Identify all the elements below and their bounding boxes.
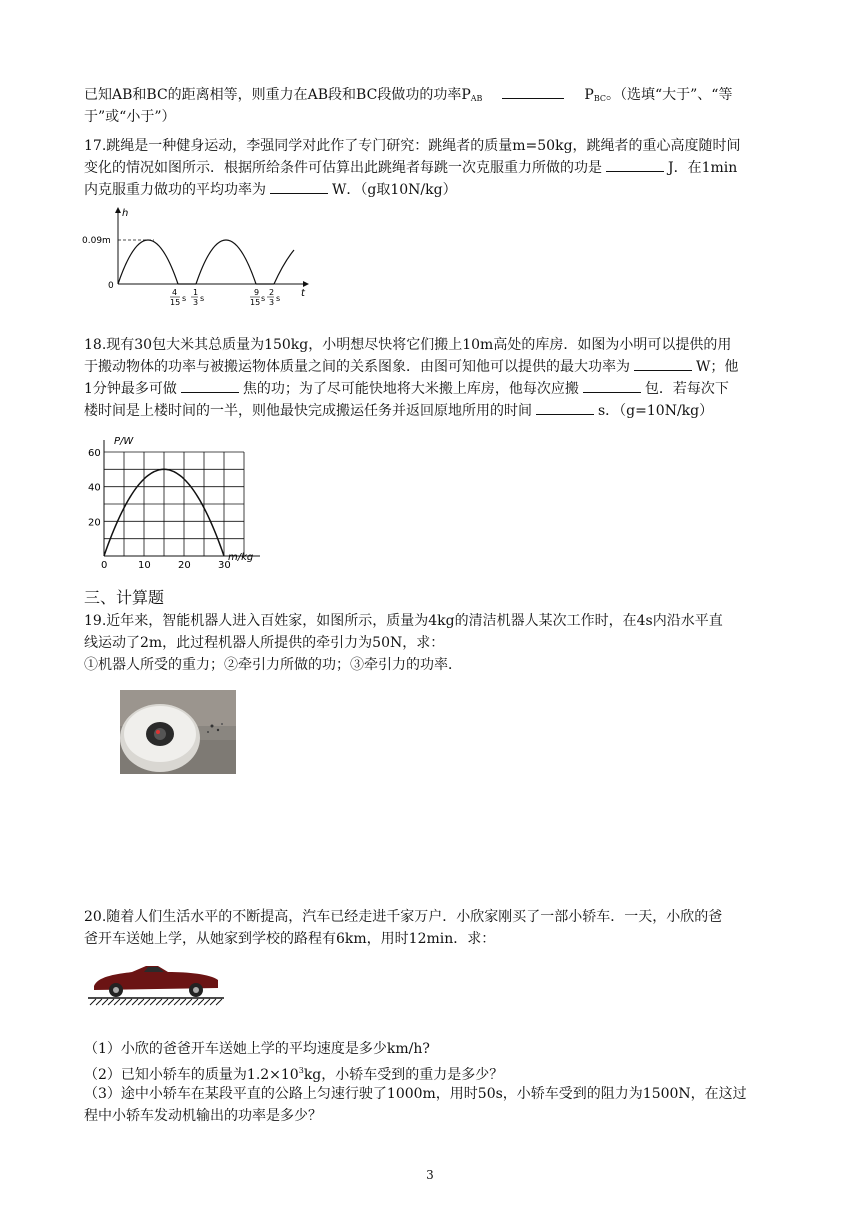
q20-line-2: 爸开车送她上学，从她家到学校的路程有6km，用时12min．求： [84,931,496,947]
q17-line-1: 17.跳绳是一种健身运动，李强同学对此作了专门研究：跳绳者的质量m=50kg，跳绳者的重心高度随时间 [84,138,741,154]
q18-line-2: 于搬动物体的功率与被搬运物体质量之间的关系图象．由图可知他可以提供的最大功率为 W；他 [84,359,739,375]
answer-blank[interactable] [606,159,664,172]
y-tick-label: 20 [88,517,101,529]
cleaning-robot-photo [120,690,236,774]
q19-line-2: 线运动了2m，此过程机器人所提供的牵引力为50N，求： [84,635,445,651]
q20-sub-4: 程中小轿车发动机输出的功率是多少？ [84,1108,322,1124]
answer-blank[interactable] [181,380,239,393]
graph-x-label: t [301,288,305,299]
q17-line-2: 变化的情况如图所示．根据所给条件可估算出此跳绳者每跳一次克服重力所做的功是 J．在1min [84,160,738,176]
y-tick-label: 60 [88,448,101,459]
q18-line-4: 楼时间是上楼时间的一半，则他最快完成搬运任务并返回原地所用的时间 s．（g=10N/kg） [84,403,714,419]
tick-unit: s [276,294,281,303]
q19-line-1: 19.近年来，智能机器人进入百姓家，如图所示，质量为4kg的清洁机器人某次工作时，在4s内沿水平直 [84,613,723,629]
q20-sub-1: （1）小欣的爸爸开车送她上学的平均速度是多少km/h? [84,1041,430,1057]
q20-sub-2: （2）已知小轿车的质量为$1.2\times 10^3kg$，小轿车受到的重力是多少？ [84,1066,504,1083]
chart-x-label: m/kg [228,552,254,563]
q16-line-2: 于”或“小于”） [84,109,176,125]
x-tick-label: 20 [178,560,191,571]
power-mass-chart [82,426,262,570]
tick-unit: s [200,294,205,303]
tick-num: 1 [193,288,199,297]
tick-num: 2 [269,288,275,297]
q20-line-1: 20.随着人们生活水平的不断提高，汽车已经走进千家万户．小欣家刚买了一部小轿车．一天，小欣的爸 [84,909,723,925]
graph-y-mark: 0.09m [82,236,111,246]
chart-y-label: P/W [114,436,134,447]
q19-line-3: ①机器人所受的重力；②牵引力所做的功；③牵引力的功率． [84,657,462,673]
tick-den: 3 [269,298,275,307]
answer-blank[interactable] [536,402,594,415]
q16-line-1: 已知AB和BC的距离相等，则重力在AB段和BC段做功的功率$P_{AB}$ $P_{BC}$。（选填“大于”、“等 [84,87,733,103]
page-number: 3 [426,1168,434,1182]
jump-height-graph [82,204,326,308]
answer-blank[interactable] [502,86,564,99]
tick-den: 15 [170,298,181,307]
q18-line-3: 1分钟最多可做 焦的功；为了尽可能快地将大米搬上库房，他每次应搬 包．若每次下 [84,381,729,397]
answer-blank[interactable] [270,181,328,194]
tick-unit: s [182,294,187,303]
car-illustration [88,958,224,1006]
x-tick-label: 30 [218,560,231,571]
tick-num: 9 [254,288,260,297]
q20-sub-3: （3）途中小轿车在某段平直的公路上匀速行驶了1000m，用时50s，小轿车受到的阻力为1500N，在这过 [84,1086,747,1102]
answer-blank[interactable] [634,358,692,371]
x-tick-label: 0 [101,560,108,571]
tick-den: 3 [193,298,199,307]
answer-blank[interactable] [583,380,641,393]
q18-line-1: 18.现有30包大米其总质量为150kg，小明想尽快将它们搬上10m高处的库房．如图为小明可以提供的用 [84,337,732,353]
tick-den: 15 [250,298,261,307]
tick-unit: s [261,294,266,303]
tick-num: 4 [172,288,178,297]
q17-line-3: 内克服重力做功的平均功率为 W．（g取10N/kg） [84,182,457,198]
y-tick-label: 40 [88,482,101,494]
graph-origin: 0 [108,281,114,291]
x-tick-label: 10 [138,560,151,571]
section-title: 三、计算题 [84,588,165,607]
graph-y-label: h [122,208,129,219]
